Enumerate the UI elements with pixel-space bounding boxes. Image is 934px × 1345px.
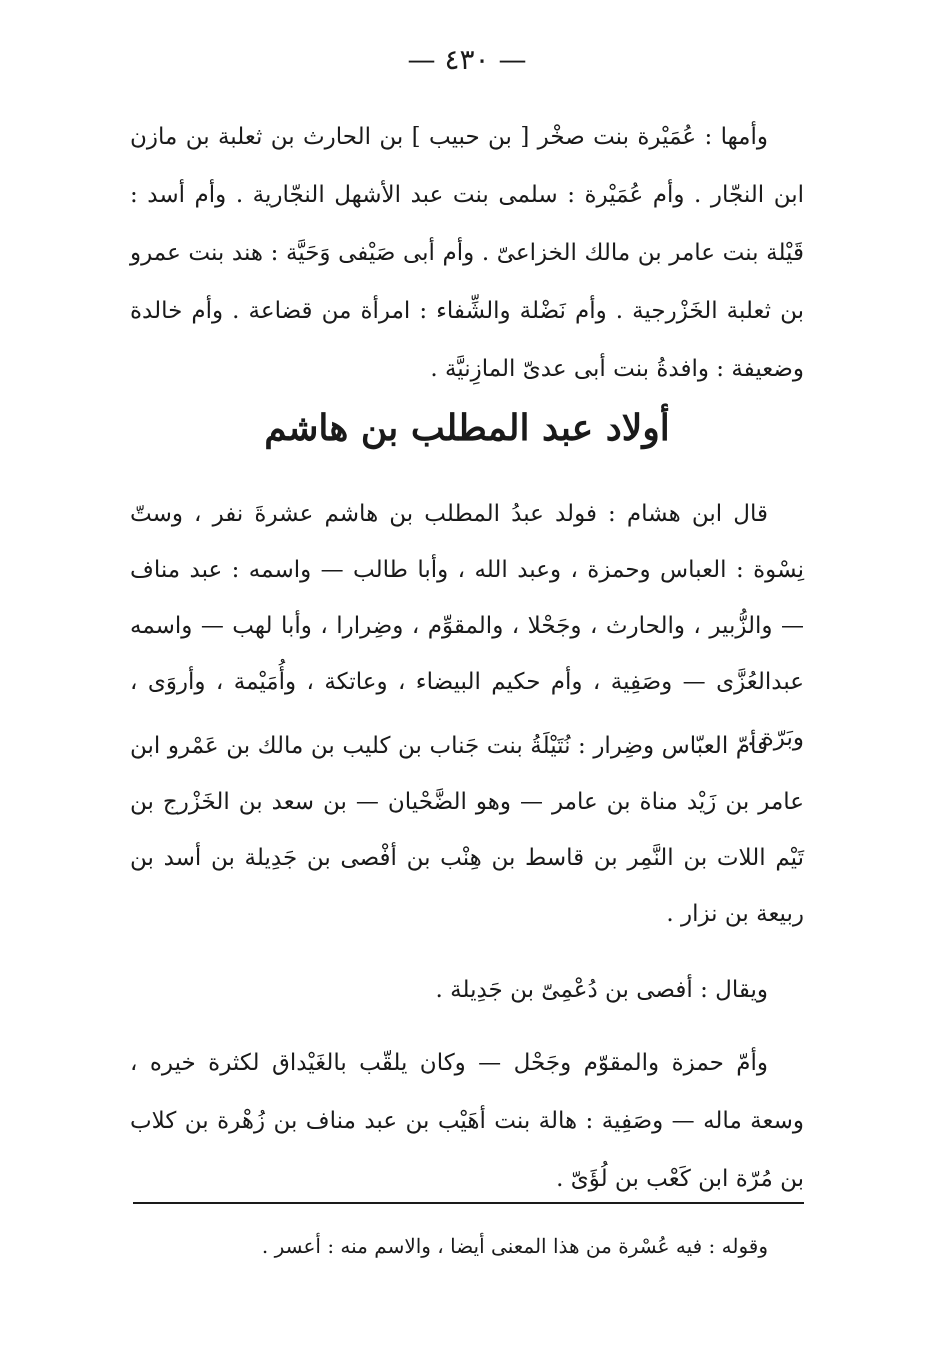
page-number: — ٤٣٠ — <box>407 43 527 76</box>
footnote-text: وقوله : فيه عُسْرة من هذا المعنى أيضا ، والاسم منه : أعسر . <box>261 1234 768 1258</box>
paragraph-abbas-mother <box>130 718 804 942</box>
paragraph-text: ويقال : أفصى بن دُعْمِىّ بن جَدِيلة . <box>435 977 768 1003</box>
section-heading: أولاد عبد المطلب بن هاشم <box>264 407 670 449</box>
paragraph-text: وأمّ حمزة والمقوّم وجَحْل — وكان يلقّب بالغَيْداق لكثرة خيره ، وسعة ماله — وصَفِية : هالة بنت أهَيْب بن عبد مناف بن زُهْرة بن كلاب بن مُرّة ابن كَعْب بن لُؤَىّ . <box>130 1050 804 1192</box>
paragraph-text: وأمها : عُمَيْرة بنت صخْر [ بن حبيب ] بن الحارث بن ثعلبة بن مازن ابن النجّار . وأم عُمَيْرة : سلمى بنت عبد الأشهل النجّارية . وأم أسد : قَيْلة بنت عامر بن مالك الخزاعىّ . وأم أبى صَيْفى وَحَيَّة : هند بنت عمرو بن ثعلبة الخَزْرجية . وأم نَضْلة والشِّفاء : امرأة من قضاعة . وأم خالدة وضعيفة : وافدةُ بنت أبى عدىّ المازِنيَّة . <box>130 124 804 382</box>
paragraph-text: قال ابن هشام : فولد عبدُ المطلب بن هاشم عشرةَ نفر ، وستّ نِسْوة : العباس وحمزة ، وعبد الله ، وأبا طالب — واسمه : عبد مناف — والزُّبير ، والحارث ، وجَحْلا ، والمقوِّم ، وضِرارا ، وأبا لهب — واسمه عبدالعُزَّى — وصَفِية ، وأم حكيم البيضاء ، وعاتكة ، وأُمَيْمة ، وأروَى ، وبَرّة . <box>130 501 804 751</box>
paragraph-alternate-lineage <box>130 962 804 1018</box>
paragraph-mothers <box>130 108 804 398</box>
paragraph-hamza-mother <box>130 1034 804 1208</box>
footnote <box>133 1226 804 1266</box>
footnote-divider <box>133 1202 804 1204</box>
paragraph-text: فأمّ العبّاس وضِرار : نُتَيْلَةُ بنت جَناب بن كليب بن مالك بن عَمْرو ابن عامر بن زَيْد مناة بن عامر — وهو الضَّحْيان — بن سعد بن الخَزْرج بن تَيْم اللات بن النَّمِر بن قاسط بن هِنْب بن أفْصى بن جَدِيلة بن أسد بن ربيعة بن نزار . <box>130 733 804 927</box>
